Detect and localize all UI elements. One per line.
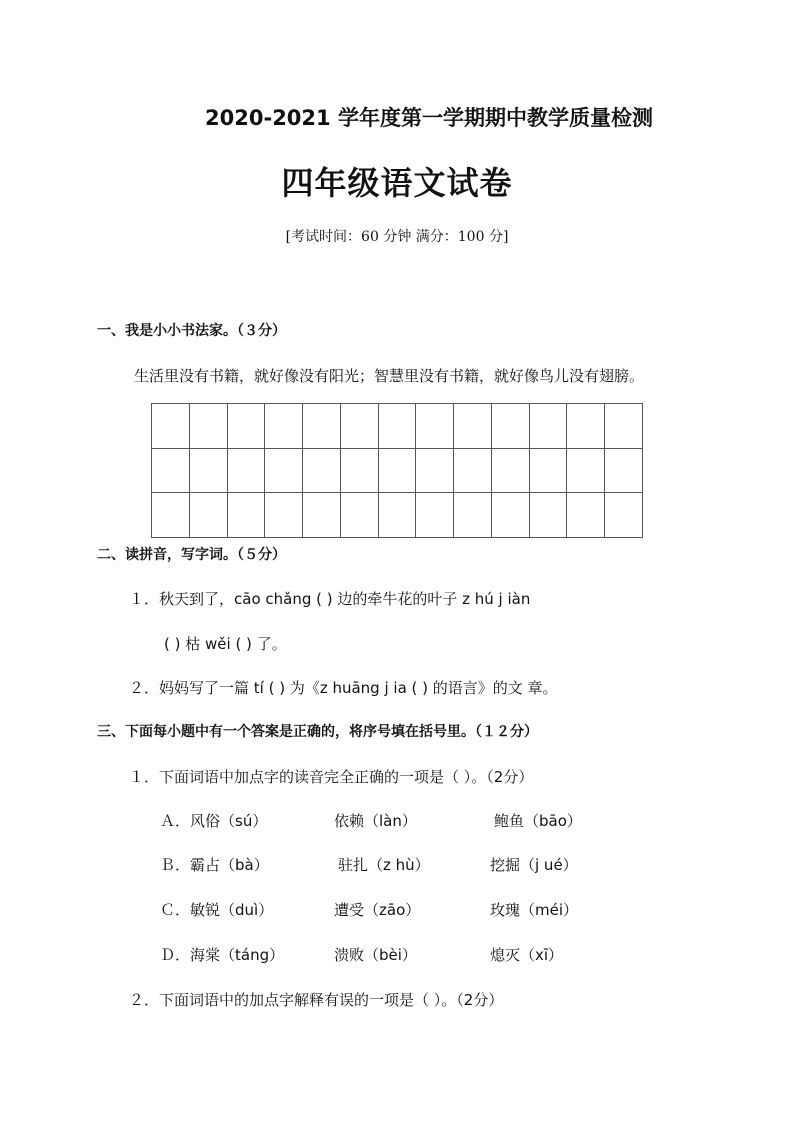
section3-q2: ２．下面词语中的加点字解释有误的一项是（ ）。（2分）	[129, 991, 504, 1009]
grid-cell	[340, 493, 378, 538]
section1-sentence: 生活里没有书籍，就好像没有阳光；智慧里没有书籍，就好像鸟儿没有翅膀。	[134, 367, 645, 385]
option-b-3: 挖掘（j ué）	[490, 856, 578, 874]
section2-q1-line1: １．秋天到了，cāo chǎng ( ) 边的牵牛花的叶子 z hú j iàn	[129, 590, 531, 608]
grid-cell	[605, 404, 643, 449]
grid-cell	[152, 493, 190, 538]
grid-cell	[265, 448, 303, 493]
grid-cell	[529, 404, 567, 449]
option-d-2: 溃败（bèi）	[334, 946, 417, 964]
option-c-1: Ｃ．敏锐（duì）	[160, 901, 274, 919]
grid-cell	[227, 404, 265, 449]
option-a-1: Ａ．风俗（sú）	[160, 812, 268, 830]
grid-cell	[303, 404, 341, 449]
grid-cell	[340, 404, 378, 449]
grid-cell	[189, 493, 227, 538]
grid-cell	[265, 404, 303, 449]
grid-cell	[529, 493, 567, 538]
grid-cell	[303, 448, 341, 493]
option-d-3: 熄灭（xī）	[490, 946, 564, 964]
option-b-2: 驻扎（z hù）	[338, 856, 430, 874]
grid-cell	[152, 448, 190, 493]
section3-heading: 三、下面每小题中有一个答案是正确的，将序号填在括号里。（１２分）	[97, 724, 538, 740]
writing-grid	[151, 403, 643, 538]
grid-cell	[227, 493, 265, 538]
section3-q1: １．下面词语中加点字的读音完全正确的一项是（ ）。（2分）	[129, 768, 534, 786]
grid-cell	[567, 404, 605, 449]
option-c-2: 遭受（zāo）	[334, 901, 421, 919]
grid-cell	[340, 448, 378, 493]
option-a-3: 鲍鱼（bāo）	[494, 812, 582, 830]
grid-cell	[189, 404, 227, 449]
grid-cell	[416, 404, 454, 449]
grid-cell	[491, 404, 529, 449]
section1-heading: 一、我是小小书法家。（３分）	[97, 323, 286, 339]
grid-cell	[567, 448, 605, 493]
grid-cell	[454, 493, 492, 538]
grid-cell	[454, 404, 492, 449]
grid-cell	[605, 448, 643, 493]
section2-q1-line2: ( ) 枯 wěi ( ) 了。	[164, 635, 287, 653]
grid-cell	[303, 493, 341, 538]
exam-header-title: 2020-2021 学年度第一学期期中教学质量检测	[205, 106, 653, 130]
grid-cell	[454, 448, 492, 493]
exam-info: [考试时间：60 分钟 满分：100 分]	[285, 229, 509, 245]
option-b-1: Ｂ．霸占（bà）	[160, 856, 269, 874]
grid-cell	[416, 493, 454, 538]
exam-main-title: 四年级语文试卷	[281, 164, 513, 202]
option-c-3: 玫瑰（méi）	[490, 901, 579, 919]
grid-row	[152, 493, 643, 538]
grid-cell	[378, 448, 416, 493]
option-d-1: Ｄ．海棠（táng）	[160, 946, 285, 964]
section2-heading: 二、读拼音，写字词。（５分）	[97, 547, 286, 563]
grid-cell	[152, 404, 190, 449]
grid-cell	[378, 404, 416, 449]
grid-cell	[567, 493, 605, 538]
grid-cell	[265, 493, 303, 538]
grid-cell	[416, 448, 454, 493]
grid-cell	[491, 493, 529, 538]
grid-cell	[491, 448, 529, 493]
grid-cell	[189, 448, 227, 493]
grid-cell	[227, 448, 265, 493]
grid-cell	[529, 448, 567, 493]
section2-q2-line: ２．妈妈写了一篇 tí ( ) 为《z huāng j ia ( ) 的语言》的文 章。	[129, 679, 558, 697]
grid-row	[152, 448, 643, 493]
grid-cell	[605, 493, 643, 538]
option-a-2: 依赖（làn）	[334, 812, 417, 830]
grid-row	[152, 404, 643, 449]
grid-cell	[378, 493, 416, 538]
